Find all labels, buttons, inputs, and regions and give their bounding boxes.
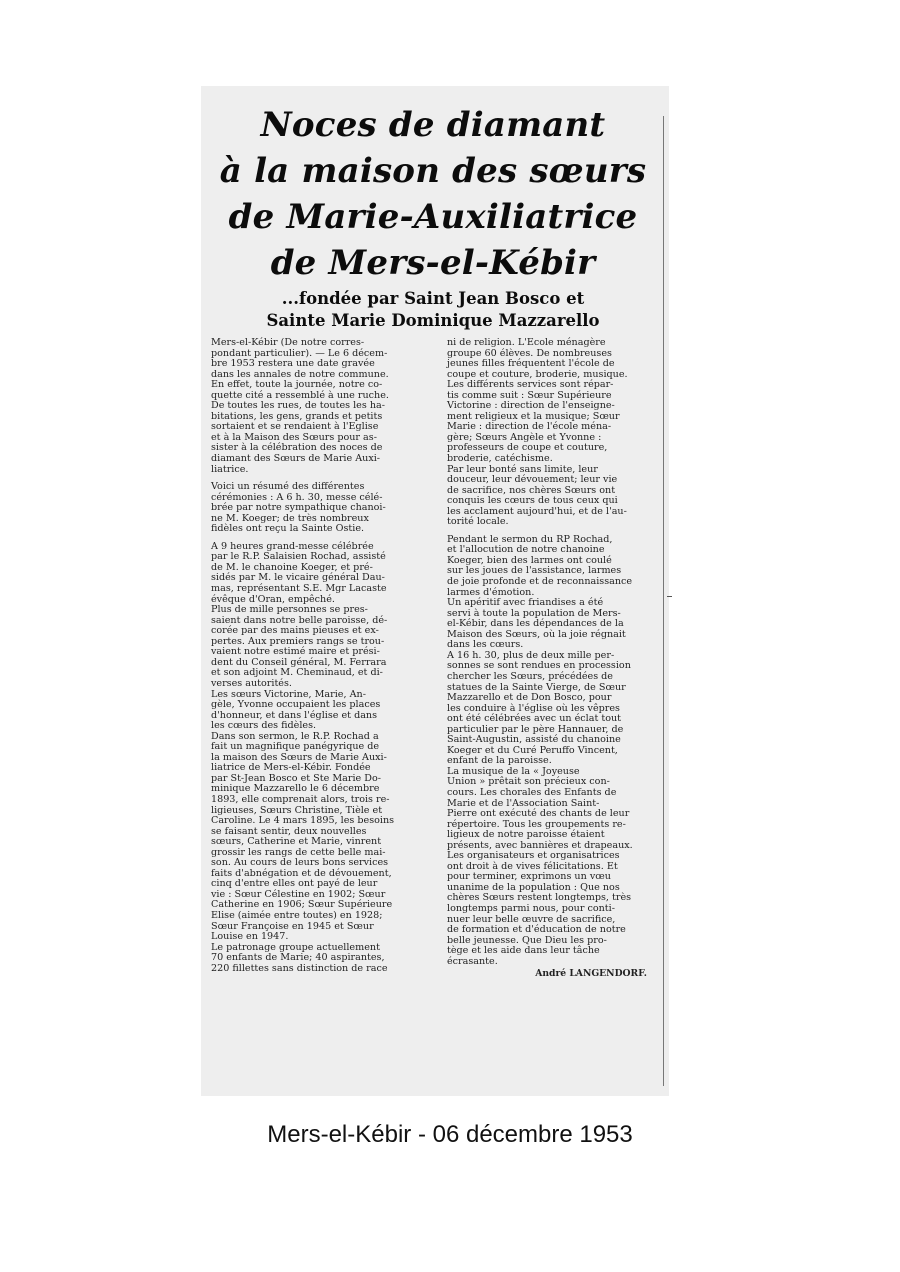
text-line: la maison des Sœurs de Marie Auxi- xyxy=(211,751,387,763)
text-line: Maison des Sœurs, où la joie régnait xyxy=(447,628,626,640)
text-line: chercher les Sœurs, précédées de xyxy=(447,670,613,682)
text-line: ligieux de notre paroisse étaient xyxy=(447,829,605,841)
text-line: Pierre ont exécuté des chants de leur xyxy=(447,808,630,820)
text-line: dans les cœurs. xyxy=(447,639,524,651)
subheadline-line: ...fondée par Saint Jean Bosco et xyxy=(281,289,585,308)
text-line: Pendant le sermon du RP Rochad, xyxy=(447,533,613,545)
text-line: Union » prêtait son précieux con- xyxy=(447,776,610,788)
text-line: cérémonies : A 6 h. 30, messe célé- xyxy=(211,491,383,503)
headline-line: Noces de diamant xyxy=(260,105,606,145)
text-line: par le R.P. Salaisien Rochad, assisté xyxy=(211,551,386,563)
text-line: vie : Sœur Célestine en 1902; Sœur xyxy=(211,888,386,900)
text-line: présents, avec bannières et drapeaux. xyxy=(447,839,633,851)
text-line: tis comme suit : Sœur Supérieure xyxy=(447,389,612,401)
text-line: Dans son sermon, le R.P. Rochad a xyxy=(211,730,379,742)
margin-mark xyxy=(667,596,672,597)
text-line: A 16 h. 30, plus de deux mille per- xyxy=(447,649,615,661)
text-line: bitations, les gens, grands et petits xyxy=(211,410,383,422)
text-line: sister à la célébration des noces de xyxy=(211,442,383,454)
text-line: De toutes les rues, de toutes les ha- xyxy=(211,400,385,412)
text-line: Saint-Augustin, assisté du chanoine xyxy=(447,734,621,746)
text-line: Louise en 1947. xyxy=(211,931,289,943)
text-line: jeunes filles fréquentent l'école de xyxy=(447,358,615,370)
text-line: pour terminer, exprimons un vœu xyxy=(447,871,611,883)
text-line: de formation et d'éducation de notre xyxy=(447,924,626,936)
text-line: ni de religion. L'Ecole ménagère xyxy=(447,337,606,348)
text-line: Sœur Françoise en 1945 et Sœur xyxy=(211,920,374,932)
text-line: particulier par le père Hannauer, de xyxy=(447,723,624,735)
text-line: Mers-el-Kébir (De notre corres- xyxy=(211,337,365,348)
text-line: groupe 60 élèves. De nombreuses xyxy=(447,347,612,359)
text-line: grossir les rangs de cette belle mai- xyxy=(211,846,386,858)
text-line: gère; Sœurs Angèle et Yvonne : xyxy=(447,431,602,443)
text-line: liatrice de Mers-el-Kébir. Fondée xyxy=(211,762,371,774)
text-line: faits d'abnégation et de dévouement, xyxy=(211,867,392,879)
text-line: Les sœurs Victorine, Marie, An- xyxy=(211,688,366,700)
text-line: tège et les aide dans leur tâche xyxy=(447,945,600,957)
text-line: ligieuses, Sœurs Christine, Tièle et xyxy=(211,804,383,816)
text-line: torité locale. xyxy=(447,516,509,528)
headline-line: de Mers-el-Kébir xyxy=(270,243,596,283)
text-line: quette cité a ressemblé à une ruche. xyxy=(211,389,389,401)
text-line: sortaient et se rendaient à l'Eglise xyxy=(211,421,379,433)
text-line: nuer leur belle œuvre de sacrifice, xyxy=(447,913,616,925)
text-line: unanime de la population : Que nos xyxy=(447,881,620,893)
text-line: corée par des mains pieuses et ex- xyxy=(211,625,379,637)
text-line: Marie et de l'Association Saint- xyxy=(447,797,600,809)
text-line: sur les joues de l'assistance, larmes xyxy=(447,565,622,577)
author-signature: André LANGENDORF. xyxy=(535,968,647,980)
text-line: Caroline. Le 4 mars 1895, les besoins xyxy=(211,815,395,827)
text-line: cours. Les chorales des Enfants de xyxy=(447,786,617,798)
text-line: ont été célébrées avec un éclat tout xyxy=(447,713,622,725)
text-line: chères Sœurs restent longtemps, très xyxy=(447,892,632,904)
text-line: longtemps parmi nous, pour conti- xyxy=(447,902,615,914)
text-line: de joie profonde et de reconnaissance xyxy=(447,576,633,588)
text-line: 220 fillettes sans distinction de race xyxy=(211,962,388,974)
text-line: minique Mazzarello le 6 décembre xyxy=(211,783,380,795)
text-line: sonnes se sont rendues en procession xyxy=(447,660,631,672)
text-line: douceur, leur dévouement; leur vie xyxy=(447,474,618,486)
text-line: Victorine : direction de l'enseigne- xyxy=(447,400,615,412)
text-line: écrasante. xyxy=(447,955,498,967)
article-subheadline xyxy=(209,288,657,332)
text-line: enfant de la paroisse. xyxy=(447,755,552,767)
text-line: dans les annales de notre commune. xyxy=(211,368,389,380)
text-line: el-Kébir, dans les dépendances de la xyxy=(447,618,624,630)
text-line: de M. le chanoine Koeger, et pré- xyxy=(211,561,373,573)
newspaper-clipping xyxy=(201,86,669,1096)
text-line: fidèles ont reçu la Sainte Ostie. xyxy=(211,523,365,535)
text-line: de sacrifice, nos chères Sœurs ont xyxy=(447,484,616,496)
text-line: professeurs de coupe et couture, xyxy=(447,442,608,454)
text-line: sœurs, Catherine et Marie, vinrent xyxy=(211,836,382,848)
text-line: sidés par M. le vicaire général Dau- xyxy=(211,572,385,584)
text-line: et son adjoint M. Cheminaud, et di- xyxy=(211,667,383,679)
subheadline-line: Sainte Marie Dominique Mazzarello xyxy=(266,311,600,330)
text-line: Un apéritif avec friandises a été xyxy=(447,597,604,609)
text-line: La musique de la « Joyeuse xyxy=(447,765,580,777)
article-headline xyxy=(209,102,657,286)
text-line: conquis les cœurs de tous ceux qui xyxy=(447,495,618,507)
text-line: répertoire. Tous les groupements re- xyxy=(447,818,626,830)
text-line: les cœurs des fidèles. xyxy=(211,720,317,732)
article-left-column xyxy=(211,338,433,974)
text-line: statues de la Sainte Vierge, de Sœur xyxy=(447,681,626,693)
page-caption: Mers-el-Kébir - 06 décembre 1953 xyxy=(267,1121,633,1148)
text-line: les acclament aujourd'hui, et de l'au- xyxy=(447,505,627,517)
text-line: Les organisateurs et organisatrices xyxy=(447,850,620,862)
text-line: coupe et couture, broderie, musique. xyxy=(447,368,628,380)
text-line: Catherine en 1906; Sœur Supérieure xyxy=(211,899,393,911)
headline-line: de Marie-Auxiliatrice xyxy=(228,197,638,237)
text-line: larmes d'émotion. xyxy=(447,586,535,598)
text-line: son. Au cours de leurs bons services xyxy=(211,857,389,869)
text-line: broderie, catéchisme. xyxy=(447,453,553,465)
text-line: ne M. Koeger; de très nombreux xyxy=(211,512,369,524)
text-line: Les différents services sont répar- xyxy=(447,379,614,391)
text-line: bre 1953 restera une date gravée xyxy=(211,358,375,370)
text-line: par St-Jean Bosco et Ste Marie Do- xyxy=(211,772,381,784)
text-line: vaient notre estimé maire et prési- xyxy=(211,646,380,658)
text-line: gèle, Yvonne occupaient les places xyxy=(211,699,381,711)
text-line: se faisant sentir, deux nouvelles xyxy=(211,825,367,837)
text-line: et l'allocution de notre chanoine xyxy=(447,544,605,556)
text-line: Voici un résumé des différentes xyxy=(211,481,365,493)
text-line: brée par notre sympathique chanoi- xyxy=(211,502,386,514)
text-line: et à la Maison des Sœurs pour as- xyxy=(211,431,377,443)
text-line: Elise (aimée entre toutes) en 1928; xyxy=(211,909,383,921)
text-line: pondant particulier). — Le 6 décem- xyxy=(211,347,388,359)
text-line: Marie : direction de l'école ména- xyxy=(447,421,612,433)
text-line: servi à toute la population de Mers- xyxy=(447,607,621,619)
text-line: Mazzarello et de Don Bosco, pour xyxy=(447,692,612,704)
text-line: Koeger et du Curé Peruffo Vincent, xyxy=(447,744,618,756)
text-line: pertes. Aux premiers rangs se trou- xyxy=(211,635,385,647)
text-line: Koeger, bien des larmes ont coulé xyxy=(447,554,612,566)
text-line: ont droit à de vives félicitations. Et xyxy=(447,860,618,872)
text-line: les conduire à l'église où les vêpres xyxy=(447,702,620,714)
text-line: A 9 heures grand-messe célébrée xyxy=(211,540,374,552)
text-line: belle jeunesse. Que Dieu les pro- xyxy=(447,934,607,946)
text-line: d'honneur, et dans l'église et dans xyxy=(211,709,378,721)
text-line: évêque d'Oran, empêché. xyxy=(211,593,335,605)
text-line: liatrice. xyxy=(211,463,249,475)
text-line: diamant des Sœurs de Marie Auxi- xyxy=(211,453,381,465)
text-line: 70 enfants de Marie; 40 aspirantes, xyxy=(211,952,385,964)
text-line: Plus de mille personnes se pres- xyxy=(211,604,368,616)
headline-line: à la maison des sœurs xyxy=(219,151,647,191)
text-line: mas, représentant S.E. Mgr Lacaste xyxy=(211,583,387,595)
text-line: Le patronage groupe actuellement xyxy=(211,941,380,953)
text-line: saient dans notre belle paroisse, dé- xyxy=(211,614,388,626)
text-line: cinq d'entre elles ont payé de leur xyxy=(211,878,378,890)
text-line: verses autorités. xyxy=(211,677,292,689)
text-line: En effet, toute la journée, notre co- xyxy=(211,379,383,391)
article-right-column xyxy=(447,338,669,980)
text-line: Par leur bonté sans limite, leur xyxy=(447,463,598,475)
text-line: dent du Conseil général, M. Ferrara xyxy=(211,656,387,668)
text-line: 1893, elle comprenait alors, trois re- xyxy=(211,793,390,805)
text-line: fait un magnifique panégyrique de xyxy=(211,741,380,753)
text-line: ment religieux et la musique; Sœur xyxy=(447,410,620,422)
